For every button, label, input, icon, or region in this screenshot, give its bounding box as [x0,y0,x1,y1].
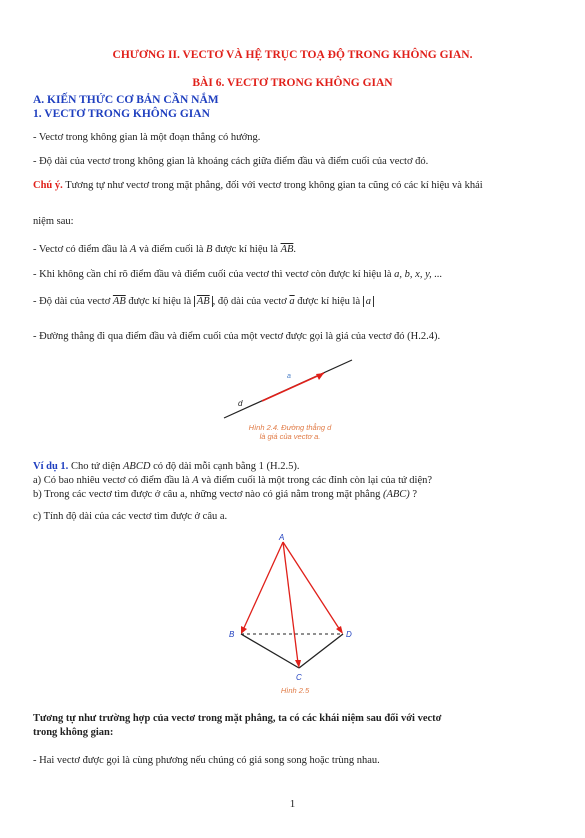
example-intro-math: ABCD [123,461,151,472]
edge-bc [241,634,299,668]
figure-2-4-caption-line2: là giá của vectơ a. [259,432,321,441]
note-paragraph [33,179,558,193]
bold-paragraph-line1: Tương tự như trường hợp của vectơ trong mặt phẳng, ta có các khái niệm sau đối với vectơ [33,713,442,724]
edge-cd [299,634,343,668]
example-intro-a: Cho tứ diện [68,461,124,472]
p4-text: - Khi không cần chỉ rõ điểm đầu và điểm cuối của vectơ thì vectơ còn được kí hiệu là [33,269,395,280]
label-d: d [238,399,243,408]
figure-2-4 [220,352,360,422]
vector-ac [283,542,298,663]
paragraph-5 [33,295,558,309]
note-text: Tương tự như vectơ trong mặt phẳng, đối với vectơ trong không gian ta cũng có các kí hiệu và khái [62,180,483,191]
p5-vector-a: $\overline{a}$ [289,296,295,307]
p5-vector-ab: $\overline{AB}$ [112,296,126,307]
paragraph-6: - Đường thẳng đi qua điểm đầu và điểm cuối của một vectơ được gọi là giá của vectơ đó (H.2.4). [33,331,441,342]
qb-text-b: ? [409,489,418,500]
vector-ad-arrowhead [336,626,343,634]
question-a [33,474,558,488]
p5-text-a: - Độ dài của vectơ [33,296,113,307]
vertex-a-label: A [279,533,285,542]
vertex-d-label: D [346,630,352,639]
lesson-title: BÀI 6. VECTƠ TRONG KHÔNG GIAN [192,77,393,89]
p5-text-c: , độ dài của vectơ [212,296,290,307]
p3-text-c: được kí hiệu là [212,244,281,255]
bold-paragraph-line2: trong không gian: [33,727,114,738]
p5-text-b: được kí hiệu là [125,296,194,307]
figure-2-4-caption-line1: Hình 2.4. Đường thẳng d [248,423,332,432]
p3-text-a: - Vectơ có điểm đầu là [33,244,130,255]
example-label: Ví dụ 1. [33,461,69,472]
p3-point-b: B [206,244,213,255]
section-a-heading: A. KIẾN THỨC CƠ BẢN CẦN NẮM [33,94,219,106]
paragraph-1: - Vectơ trong không gian là một đoạn thẳng có hướng. [33,132,261,143]
example-intro-b: có độ dài mỗi cạnh bằng 1 (H.2.5). [150,461,300,472]
chapter-title: CHƯƠNG II. VECTƠ VÀ HỆ TRỤC TOẠ ĐỘ TRONG KHÔNG GIAN. [112,49,473,61]
question-c: c) Tính độ dài của các vectơ tìm được ở câu a. [33,511,228,522]
section-1-heading: 1. VECTƠ TRONG KHÔNG GIAN [33,108,210,120]
paragraph-4 [33,268,558,282]
qa-point-a: A [192,475,199,486]
vector-a [262,373,324,401]
qb-plane: (ABC) [382,489,410,500]
example-intro [33,460,558,474]
p4-vectors: a, b, x, y, ... [394,269,443,280]
qb-text-a: b) Trong các vectơ tìm được ở câu a, những vectơ nào có giá nằm trong mặt phẳng [33,489,383,500]
qa-text-b: và điểm cuối là một trong các đỉnh còn lại của tứ diện? [198,475,433,486]
vertex-b-label: B [229,630,235,639]
qa-text-a: a) Có bao nhiêu vectơ có điểm đầu là [33,475,193,486]
paragraph-3 [33,243,558,257]
p3-text-d: . [293,244,297,255]
note-continuation: niệm sau: [33,216,74,227]
vector-ab [243,542,283,630]
label-a: a [287,373,291,380]
p3-point-a: A [129,244,137,255]
p5-text-d: được kí hiệu là [294,296,363,307]
collinear-definition: - Hai vectơ được gọi là cùng phương nếu chúng có giá song song hoặc trùng nhau. [33,755,380,766]
figure-2-5 [225,530,365,690]
figure-2-5-caption: Hình 2.5 [280,686,310,695]
vector-ad [283,542,340,630]
vertex-c-label: C [296,673,302,682]
p3-vector-ab: $\overline{AB}$ [280,244,294,255]
p5-abs-ab: $\overline{AB}$ [194,296,213,307]
p5-abs-a: a [363,296,374,307]
paragraph-2: - Độ dài của vectơ trong không gian là khoảng cách giữa điểm đầu và điểm cuối của vectơ đó. [33,156,429,167]
page-number: 1 [289,798,296,810]
note-label: Chú ý. [33,180,63,191]
question-b [33,488,558,502]
p3-text-b: và điểm cuối là [136,244,207,255]
